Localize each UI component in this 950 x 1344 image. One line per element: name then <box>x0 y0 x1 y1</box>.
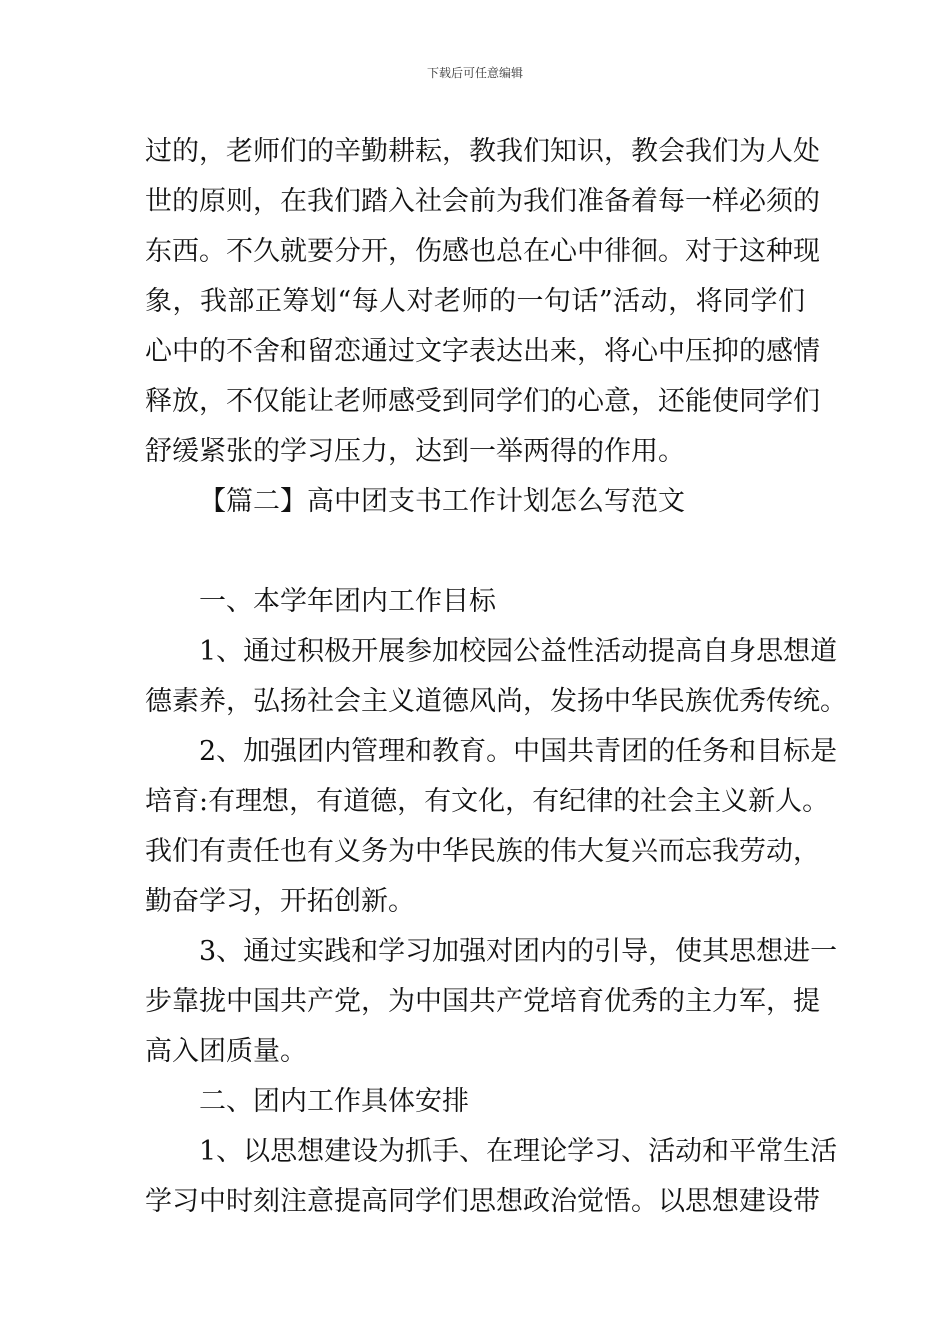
subsection-heading: 二、团内工作具体安排 <box>199 1086 469 1117</box>
page-header: 下载后可任意编辑 <box>426 66 523 80</box>
paragraph-line: 1、通过积极开展参加校园公益性活动提高自身思想道 <box>199 636 838 667</box>
paragraph-line: 德素养，弘扬社会主义道德风尚，发扬中华民族优秀传统。 <box>145 686 847 717</box>
paragraph-line: 我们有责任也有义务为中华民族的伟大复兴而忘我劳动， <box>145 836 820 867</box>
paragraph-line: 象，我部正筹划“每人对老师的一句话”活动，将同学们 <box>145 286 805 317</box>
paragraph-line: 学习中时刻注意提高同学们思想政治觉悟。以思想建设带 <box>145 1186 820 1217</box>
paragraph-line: 3、通过实践和学习加强对团内的引导，使其思想进一 <box>199 936 838 967</box>
paragraph-line: 世的原则，在我们踏入社会前为我们准备着每一样必须的 <box>145 186 820 217</box>
paragraph-line: 步靠拢中国共产党，为中国共产党培育优秀的主力军，提 <box>145 986 820 1017</box>
paragraph-line: 培育:有理想，有道德，有文化，有纪律的社会主义新人。 <box>145 786 830 817</box>
paragraph-line: 舒缓紧张的学习压力，达到一举两得的作用。 <box>145 436 685 467</box>
section-heading: 【篇二】高中团支书工作计划怎么写范文 <box>199 486 685 517</box>
paragraph-line: 释放，不仅能让老师感受到同学们的心意，还能使同学们 <box>145 386 820 417</box>
paragraph-line: 2、加强团内管理和教育。中国共青团的任务和目标是 <box>199 736 838 767</box>
paragraph-line: 心中的不舍和留恋通过文字表达出来，将心中压抑的感情 <box>145 336 820 367</box>
paragraph-line: 东西。不久就要分开，伤感也总在心中徘徊。对于这种现 <box>145 236 820 267</box>
paragraph-line: 1、以思想建设为抓手、在理论学习、活动和平常生活 <box>199 1136 838 1167</box>
paragraph-line: 高入团质量。 <box>145 1036 307 1067</box>
subsection-heading: 一、本学年团内工作目标 <box>199 586 496 617</box>
paragraph-line: 过的，老师们的辛勤耕耘，教我们知识，教会我们为人处 <box>145 136 820 167</box>
paragraph-line: 勤奋学习，开拓创新。 <box>145 886 415 917</box>
